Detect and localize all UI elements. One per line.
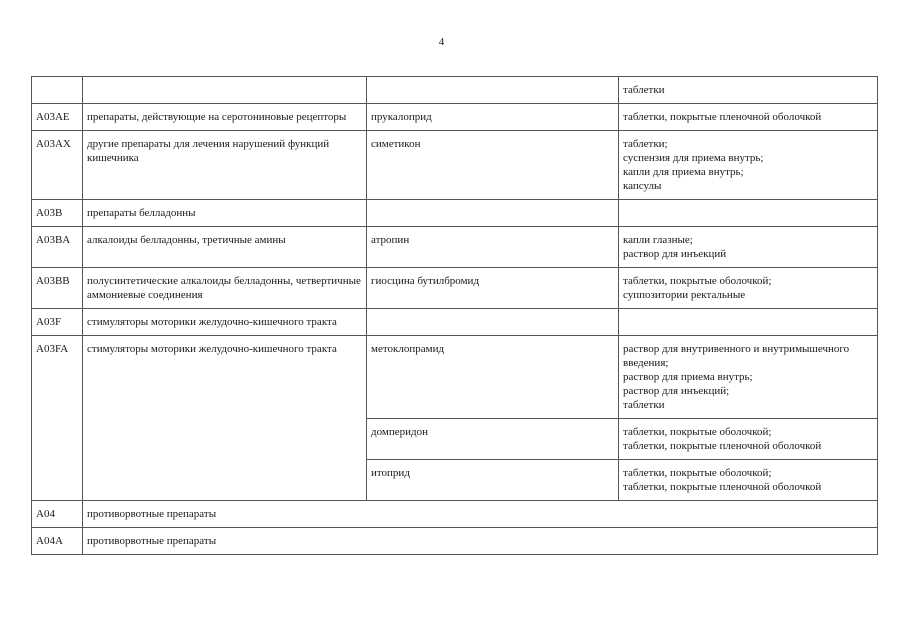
dosage-form-cell: раствор для внутривенного и внутримышечного введения; раствор для приема внутрь; раствор для инъекций; таблетки bbox=[619, 336, 878, 419]
dosage-form-cell: таблетки, покрытые пленочной оболочкой bbox=[619, 104, 878, 131]
table-row bbox=[32, 227, 878, 268]
inn-cell: метоклопрамид bbox=[367, 336, 619, 419]
dosage-form-cell bbox=[619, 309, 878, 336]
group-name-cell: полусинтетические алкалоиды белладонны, четвертичные аммониевые соединения bbox=[83, 268, 367, 309]
table-row bbox=[32, 501, 878, 528]
dosage-form-cell: таблетки, покрытые оболочкой; таблетки, покрытые пленочной оболочкой bbox=[619, 419, 878, 460]
table-row bbox=[32, 200, 878, 227]
atc-code-cell: A03BB bbox=[32, 268, 83, 309]
table-row bbox=[32, 528, 878, 555]
atc-code-cell: A03AE bbox=[32, 104, 83, 131]
atc-code-cell: A03B bbox=[32, 200, 83, 227]
drug-table bbox=[31, 76, 878, 555]
group-name-cell: противорвотные препараты bbox=[83, 528, 878, 555]
group-name-cell: препараты белладонны bbox=[83, 200, 367, 227]
table-row bbox=[32, 77, 878, 104]
table-row bbox=[32, 336, 878, 419]
dosage-form-cell: таблетки, покрытые оболочкой; суппозитории ректальные bbox=[619, 268, 878, 309]
inn-cell bbox=[367, 309, 619, 336]
inn-cell: симетикон bbox=[367, 131, 619, 200]
group-name-cell bbox=[83, 77, 367, 104]
inn-cell bbox=[367, 77, 619, 104]
table-row bbox=[32, 309, 878, 336]
group-name-cell: другие препараты для лечения нарушений функций кишечника bbox=[83, 131, 367, 200]
inn-cell: атропин bbox=[367, 227, 619, 268]
group-name-cell: алкалоиды белладонны, третичные амины bbox=[83, 227, 367, 268]
inn-cell: итоприд bbox=[367, 460, 619, 501]
atc-code-cell: A04A bbox=[32, 528, 83, 555]
inn-cell: прукалоприд bbox=[367, 104, 619, 131]
group-name-cell: стимуляторы моторики желудочно-кишечного тракта bbox=[83, 336, 367, 501]
inn-cell: домперидон bbox=[367, 419, 619, 460]
dosage-form-cell: таблетки; суспензия для приема внутрь; капли для приема внутрь; капсулы bbox=[619, 131, 878, 200]
atc-code-cell: A03F bbox=[32, 309, 83, 336]
dosage-form-cell: капли глазные; раствор для инъекций bbox=[619, 227, 878, 268]
group-name-cell: препараты, действующие на серотониновые рецепторы bbox=[83, 104, 367, 131]
atc-code-cell: A03BA bbox=[32, 227, 83, 268]
dosage-form-cell: таблетки, покрытые оболочкой; таблетки, покрытые пленочной оболочкой bbox=[619, 460, 878, 501]
group-name-cell: противорвотные препараты bbox=[83, 501, 878, 528]
inn-cell: гиосцина бутилбромид bbox=[367, 268, 619, 309]
inn-cell bbox=[367, 200, 619, 227]
table-row bbox=[32, 131, 878, 200]
atc-code-cell: A03AX bbox=[32, 131, 83, 200]
group-name-cell: стимуляторы моторики желудочно-кишечного тракта bbox=[83, 309, 367, 336]
dosage-form-cell bbox=[619, 200, 878, 227]
atc-code-cell: A04 bbox=[32, 501, 83, 528]
table-row bbox=[32, 268, 878, 309]
atc-code-cell bbox=[32, 77, 83, 104]
atc-code-cell: A03FA bbox=[32, 336, 83, 501]
dosage-form-cell: таблетки bbox=[619, 77, 878, 104]
table-row bbox=[32, 104, 878, 131]
page-number: 4 bbox=[438, 36, 445, 48]
